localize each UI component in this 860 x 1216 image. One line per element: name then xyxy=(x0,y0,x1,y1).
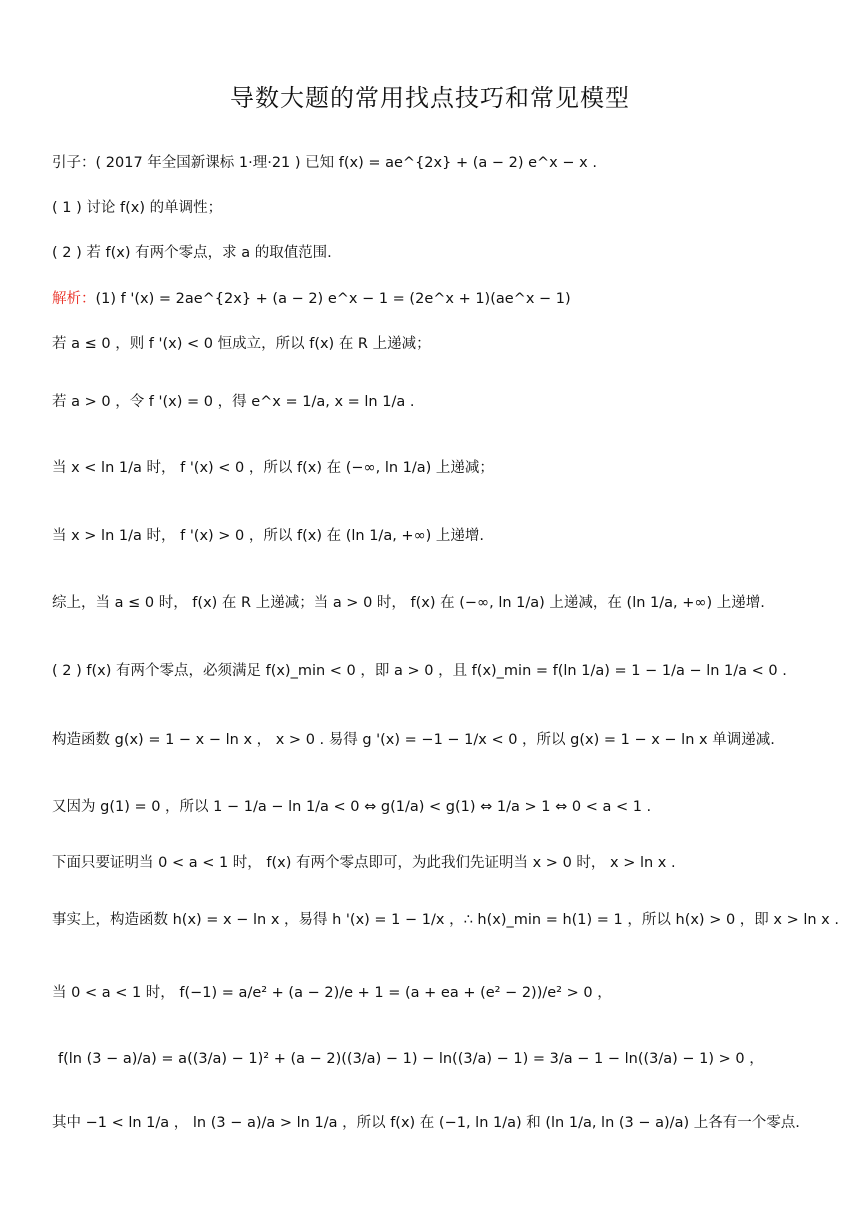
increasing-interval: 当 x > ln 1/a 时， f '(x) > 0 ，所以 f(x) 在 (ln 1/a, +∞) 上递增. xyxy=(52,528,485,544)
f-minus-one: 当 0 < a < 1 时， f(−1) = a/e² + (a − 2)/e + 1 = (a + ea + (e² − 2))/e² > 0 ， xyxy=(52,985,612,1001)
construct-g: 构造函数 g(x) = 1 − x − ln x ， x > 0 . 易得 g '(x) = −1 − 1/x < 0 ，所以 g(x) = 1 − x − ln x 单调递减. xyxy=(52,732,775,748)
question-1: ( 1 ) 讨论 f(x) 的单调性； xyxy=(52,200,223,216)
f-ln-value: f(ln (3 − a)/a) = a((3/a) − 1)² + (a − 2)((3/a) − 1) − ln((3/a) − 1) = 3/a − 1 − ln((3/a) − 1) > 0 ， xyxy=(58,1051,764,1067)
summary-part1: 综上，当 a ≤ 0 时， f(x) 在 R 上递减；当 a > 0 时， f(x) 在 (−∞, ln 1/a) 上递减，在 (ln 1/a, +∞) 上递增. xyxy=(52,595,765,611)
proof-goal: 下面只要证明当 0 < a < 1 时， f(x) 有两个零点即可，为此我们先证明当 x > 0 时， x > ln x . xyxy=(52,855,676,871)
solution-label: 解析： xyxy=(52,291,96,307)
case-a-gt-0: 若 a > 0 ，令 f '(x) = 0 ，得 e^x = 1/a, x = ln 1/a . xyxy=(52,394,415,410)
solution-part1-line xyxy=(52,288,830,310)
case-a-le-0: 若 a ≤ 0 ，则 f '(x) < 0 恒成立，所以 f(x) 在 R 上递减； xyxy=(52,336,431,352)
page-title: 导数大题的常用找点技巧和常见模型 xyxy=(230,84,630,112)
decreasing-interval: 当 x < ln 1/a 时， f '(x) < 0 ，所以 f(x) 在 (−∞, ln 1/a) 上递减； xyxy=(52,460,494,476)
g-equivalence: 又因为 g(1) = 0 ，所以 1 − 1/a − ln 1/a < 0 ⇔ g(1/a) < g(1) ⇔ 1/a > 1 ⇔ 0 < a < 1 . xyxy=(52,799,652,815)
problem-intro: 引子：( 2017 年全国新课标 1·理·21 ) 已知 f(x) = ae^{2x} + (a − 2) e^x − x . xyxy=(52,155,597,171)
zero-intervals-conclusion: 其中 −1 < ln 1/a ， ln (3 − a)/a > ln 1/a ，所以 f(x) 在 (−1, ln 1/a) 和 (ln 1/a, ln (3 − a)/a) 上各有一个零点. xyxy=(52,1115,800,1131)
part2-condition: ( 2 ) f(x) 有两个零点，必须满足 f(x)_min < 0 ，即 a > 0 ，且 f(x)_min = f(ln 1/a) = 1 − 1/a − ln 1/a < 0 . xyxy=(52,663,787,679)
construct-h: 事实上，构造函数 h(x) = x − ln x ，易得 h '(x) = 1 − 1/x ，∴ h(x)_min = h(1) = 1 ，所以 h(x) > 0 ，即 x > ln x . xyxy=(52,912,839,928)
question-2: ( 2 ) 若 f(x) 有两个零点，求 a 的取值范围. xyxy=(52,245,332,261)
derivative-formula: (1) f '(x) = 2ae^{2x} + (a − 2) e^x − 1 = (2e^x + 1)(ae^x − 1) xyxy=(95,291,571,307)
